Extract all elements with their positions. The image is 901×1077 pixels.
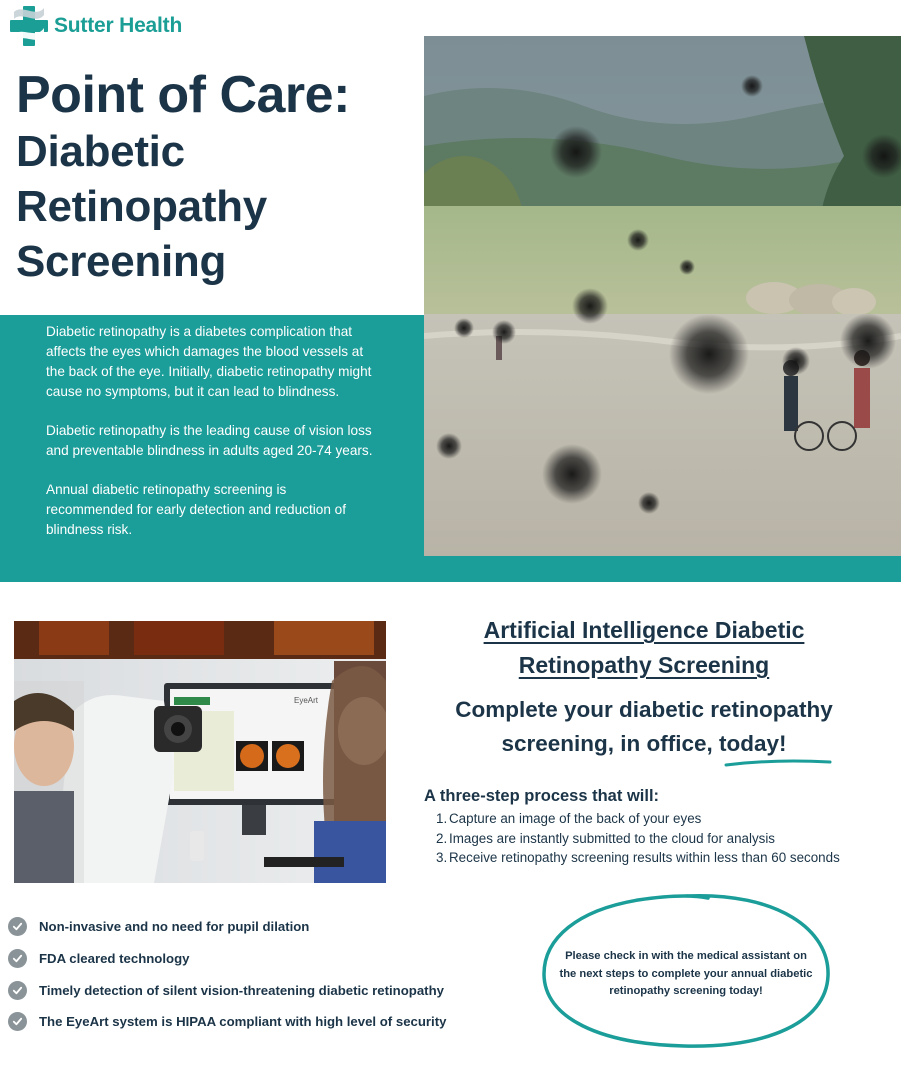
sutter-health-logo (10, 6, 182, 46)
step-text: Receive retinopathy screening results within less than 60 seconds (449, 850, 840, 865)
logo-text: Sutter Health (54, 14, 183, 37)
landscape-with-vision-spots-photo (424, 36, 901, 556)
title-line-3: Retinopathy (16, 182, 267, 231)
check-in-note (538, 890, 834, 1052)
title-line-4: Screening (16, 237, 227, 286)
step-number: 2. (436, 830, 448, 846)
monitor-brand-label: EyeArt (294, 696, 319, 705)
step-text: Capture an image of the back of your eyes (449, 811, 702, 826)
ai-heading-line-1: Artificial Intelligence Diabetic (483, 617, 805, 643)
sutter-health-logo-icon (10, 6, 48, 46)
step-number: 1. (436, 811, 448, 826)
check-circle-icon (8, 1012, 27, 1031)
eyeart-retinal-camera-exam-photo (14, 621, 386, 883)
check-circle-icon (8, 917, 27, 936)
intro-paragraph: Diabetic retinopathy is a diabetes complication that affects the eyes which damages the blood vessels at the back of the eye. Initially, diabetic retinopathy might cause no symptoms, but it can lead to blindness. (46, 324, 372, 399)
benefit-text: Non-invasive and no need for pupil dilation (39, 919, 310, 935)
benefit-text: Timely detection of silent vision-threatening diabetic retinopathy (39, 982, 444, 998)
list-item (436, 829, 840, 849)
ai-heading-line-2: Retinopathy Screening (518, 652, 770, 678)
title-line-1: Point of Care: (16, 66, 350, 124)
benefit-text: FDA cleared technology (39, 951, 190, 967)
cta-line-2: screening, in office, today! (501, 731, 787, 756)
list-item (436, 848, 840, 868)
intro-paragraph: Annual diabetic retinopathy screening is recommended for early detection and reduction of blindness risk. (46, 482, 346, 537)
check-circle-icon (8, 949, 27, 968)
page-title (16, 66, 416, 289)
cta-heading (424, 693, 864, 761)
ai-screening-heading (424, 613, 864, 683)
steps-heading: A three-step process that will: (424, 787, 660, 805)
list-item (8, 911, 446, 943)
intro-paragraph: Diabetic retinopathy is the leading cause of vision loss and preventable blindness in adults aged 20-74 years. (46, 423, 373, 458)
list-item (8, 943, 446, 975)
intro-text (46, 322, 376, 559)
benefits-list (8, 911, 446, 1038)
list-item (436, 809, 840, 829)
cta-line-1: Complete your diabetic retinopathy (455, 697, 833, 722)
check-circle-icon (8, 981, 27, 1000)
list-item (8, 1006, 446, 1038)
step-number: 3. (436, 850, 448, 865)
step-text: Images are instantly submitted to the cloud for analysis (449, 830, 776, 846)
swoosh-underline-icon (724, 756, 832, 770)
title-line-2: Diabetic (16, 127, 185, 176)
list-item (8, 974, 446, 1006)
benefit-text: The EyeArt system is HIPAA compliant with high level of security (39, 1014, 447, 1030)
steps-list (436, 809, 840, 868)
check-in-note-text: Please check in with the medical assistant on the next steps to complete your annual diabetic retinopathy screening today! (559, 950, 813, 997)
